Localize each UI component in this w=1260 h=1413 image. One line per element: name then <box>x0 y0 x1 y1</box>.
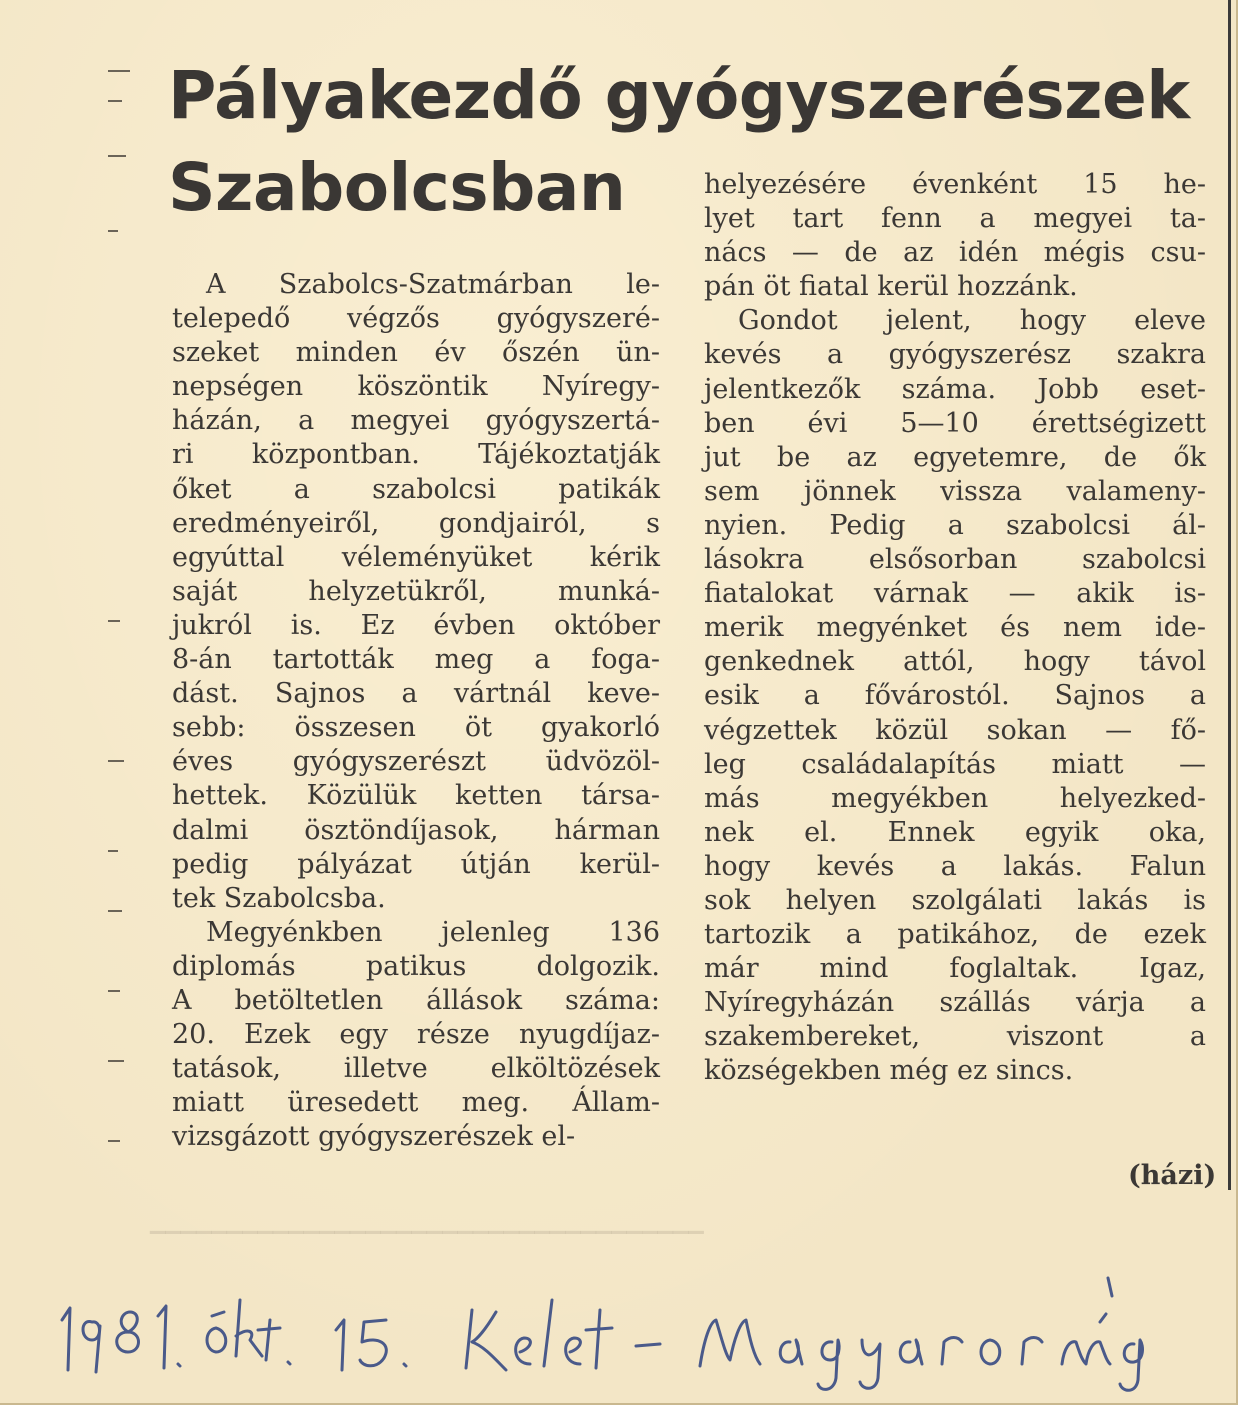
text-line: más megyékben helyezked- <box>704 782 1206 814</box>
text-line: dást. Sajnos a vártnál keve- <box>172 678 660 710</box>
text-line: diplomás patikus dolgozik. <box>172 950 660 982</box>
bleed-through-text: ▁▁▁▁▁▁▁▁▁▁▁▁▁▁▁▁▁▁▁▁▁▁▁▁▁▁▁▁▁▁▁▁▁▁▁▁ <box>150 1210 704 1234</box>
text-line: végzettek közül sokan — fő- <box>704 714 1206 746</box>
text-line: ben évi 5—10 érettségizett <box>704 407 1206 439</box>
text-line: tek Szabolcsba. <box>172 882 386 914</box>
text-line: miatt üresedett meg. Állam- <box>172 1087 660 1119</box>
text-line: éves gyógyszerészt üdvözöl- <box>172 746 660 778</box>
column-rule <box>1228 0 1231 1190</box>
text-line: egyúttal véleményüket kérik <box>172 541 660 573</box>
text-line: már mind foglaltak. Igaz, <box>704 953 1206 985</box>
text-line: 8-án tartották meg a foga- <box>172 644 660 676</box>
text-line: nepségen köszöntik Nyíregy- <box>172 371 660 403</box>
text-line: jut be az egyetemre, de ők <box>704 441 1206 473</box>
text-line: vizsgázott gyógyszerészek el- <box>172 1121 576 1153</box>
text-line: 20. Ezek egy része nyugdíjaz- <box>172 1019 660 1051</box>
text-line: sebb: összesen öt gyakorló <box>172 712 660 744</box>
text-line: házán, a megyei gyógyszertá- <box>172 405 660 437</box>
text-line: kevés a gyógyszerész szakra <box>704 339 1206 371</box>
text-line: dalmi ösztöndíjasok, hárman <box>172 814 660 846</box>
text-line: pán öt fiatal kerül hozzánk. <box>704 271 1078 303</box>
text-line: saját helyzetükről, munká- <box>172 575 660 607</box>
text-line: nács — de az idén mégis csu- <box>704 237 1206 269</box>
text-line: sok helyen szolgálati lakás is <box>704 884 1206 916</box>
text-line: őket a szabolcsi patikák <box>172 473 660 505</box>
text-line: községekben még ez sincs. <box>704 1055 1074 1087</box>
text-line: telepedő végzős gyógyszeré- <box>172 303 660 335</box>
text-line: helyezésére évenként 15 he- <box>704 169 1206 200</box>
text-line: hettek. Közülük ketten társa- <box>172 780 660 812</box>
torn-edge-remnants <box>108 60 138 1180</box>
article-column-2 <box>704 168 1206 1089</box>
handwritten-date-note <box>0 1260 1260 1400</box>
text-line: esik a fővárostól. Sajnos a <box>704 680 1206 712</box>
text-line: eredményeiről, gondjairól, s <box>172 507 660 539</box>
text-line: Megyénkben jelenleg 136 <box>206 916 660 948</box>
text-line: nyien. Pedig a szabolcsi ál- <box>704 509 1206 541</box>
text-line: hogy kevés a lakás. Falun <box>704 850 1206 882</box>
text-line: A betöltetlen állások száma: <box>172 984 660 1016</box>
text-line: jelentkezők száma. Jobb eset- <box>704 373 1206 405</box>
text-line: nek el. Ennek egyik oka, <box>704 816 1206 848</box>
text-line: genkednek attól, hogy távol <box>704 646 1206 678</box>
headline-line-1: Pályakezdő gyógyszerészek <box>168 57 1190 134</box>
text-line: merik megyénket és nem ide- <box>704 612 1206 644</box>
text-line: leg családalapítás miatt — <box>704 748 1206 780</box>
article-column-1 <box>172 268 660 1154</box>
text-line: ri központban. Tájékoztatják <box>172 439 660 471</box>
text-line: tatások, illetve elköltözések <box>172 1053 660 1085</box>
text-line: Gondot jelent, hogy eleve <box>738 305 1206 337</box>
text-line: jukról is. Ez évben október <box>172 609 660 641</box>
text-line: szakembereket, viszont a <box>704 1021 1206 1053</box>
article-signature: (házi) <box>1128 1160 1217 1191</box>
text-line: tartozik a patikához, de ezek <box>704 919 1206 951</box>
text-line: lyet tart fenn a megyei ta- <box>704 203 1206 235</box>
text-line: pedig pályázat útján kerül- <box>172 848 660 880</box>
headline-line-2: Szabolcsban <box>168 149 626 226</box>
text-line: szeket minden év őszén ün- <box>172 337 660 369</box>
text-line: A Szabolcs-Szatmárban le- <box>206 269 660 300</box>
text-line: sem jönnek vissza valameny- <box>704 475 1206 507</box>
text-line: lásokra elsősorban szabolcsi <box>704 544 1206 576</box>
text-line: fiatalokat várnak — akik is- <box>704 578 1206 610</box>
text-line: Nyíregyházán szállás várja a <box>704 987 1206 1019</box>
